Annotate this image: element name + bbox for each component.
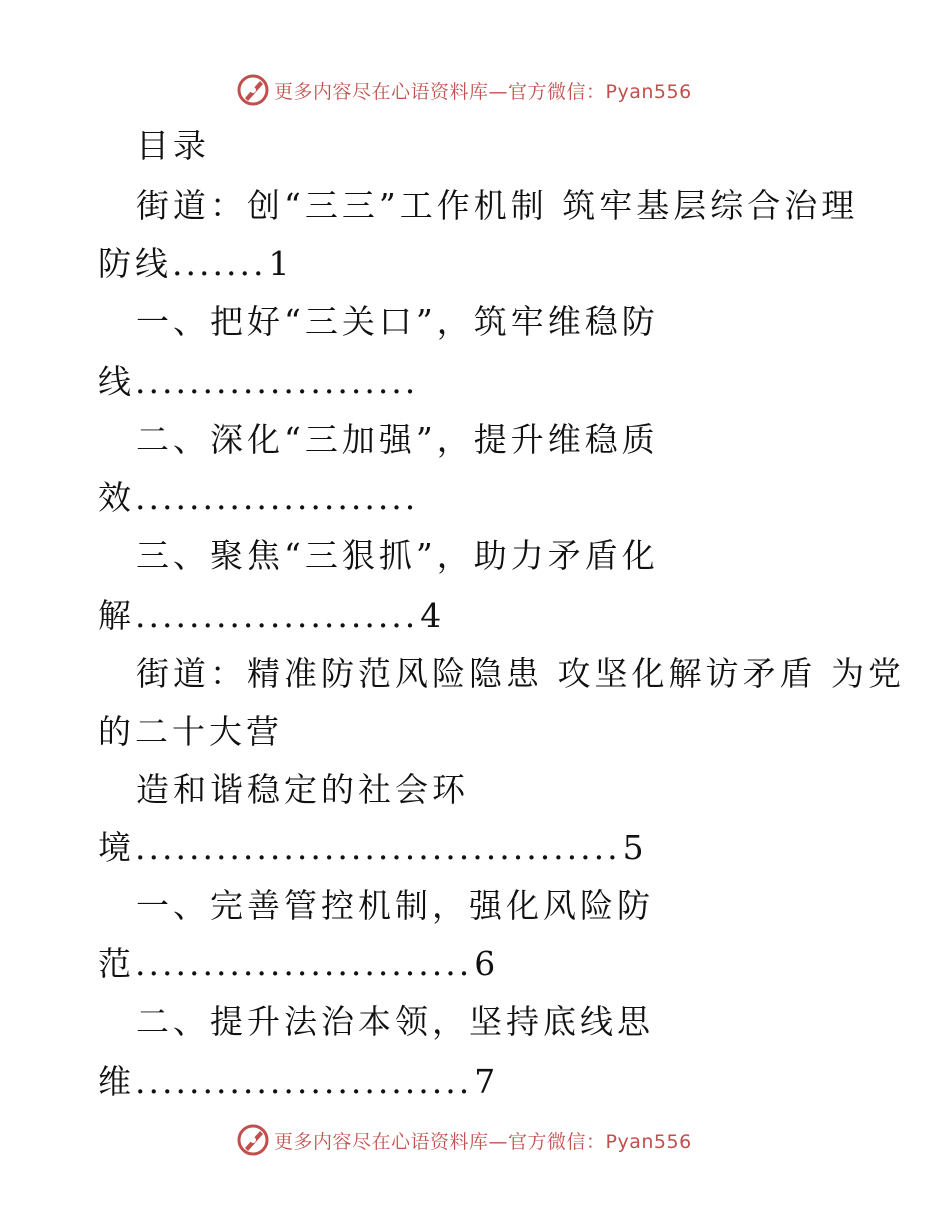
toc-entry: 境....................................5 <box>98 828 644 867</box>
toc-entry: 防线.......1 <box>98 244 290 283</box>
watermark-text: 更多内容尽在心语资料库—官方微信：Pyan556 <box>274 80 692 103</box>
toc-entry: 效..................... <box>98 478 419 517</box>
toc-entry: 造和谐稳定的社会环 <box>136 770 469 809</box>
toc-entry: 解.....................4 <box>98 596 442 635</box>
toc-entry: 一、完善管控机制，强化风险防 <box>136 886 654 925</box>
toc-heading: 目录 <box>136 126 210 165</box>
toc-entry: 街道：创“三三”工作机制 筑牢基层综合治理 <box>136 186 859 225</box>
toc-entry: 范.........................6 <box>98 944 496 983</box>
toc-entry: 的二十大营 <box>98 712 283 751</box>
footer-watermark <box>236 1122 692 1158</box>
toc-entry: 三、聚焦“三狠抓”，助力矛盾化 <box>136 536 659 575</box>
pen-logo-icon <box>236 1123 270 1157</box>
watermark-text: 更多内容尽在心语资料库—官方微信：Pyan556 <box>274 1130 692 1153</box>
toc-entry: 维.........................7 <box>98 1062 496 1101</box>
toc-entry: 二、深化“三加强”，提升维稳质 <box>136 420 659 459</box>
toc-entry: 二、提升法治本领，坚持底线思 <box>136 1002 654 1041</box>
toc-entry: 一、把好“三关口”，筑牢维稳防 <box>136 302 659 341</box>
toc-entry: 线..................... <box>98 362 419 401</box>
toc-entry: 街道：精准防范风险隐患 攻坚化解访矛盾 为党 <box>136 654 905 693</box>
